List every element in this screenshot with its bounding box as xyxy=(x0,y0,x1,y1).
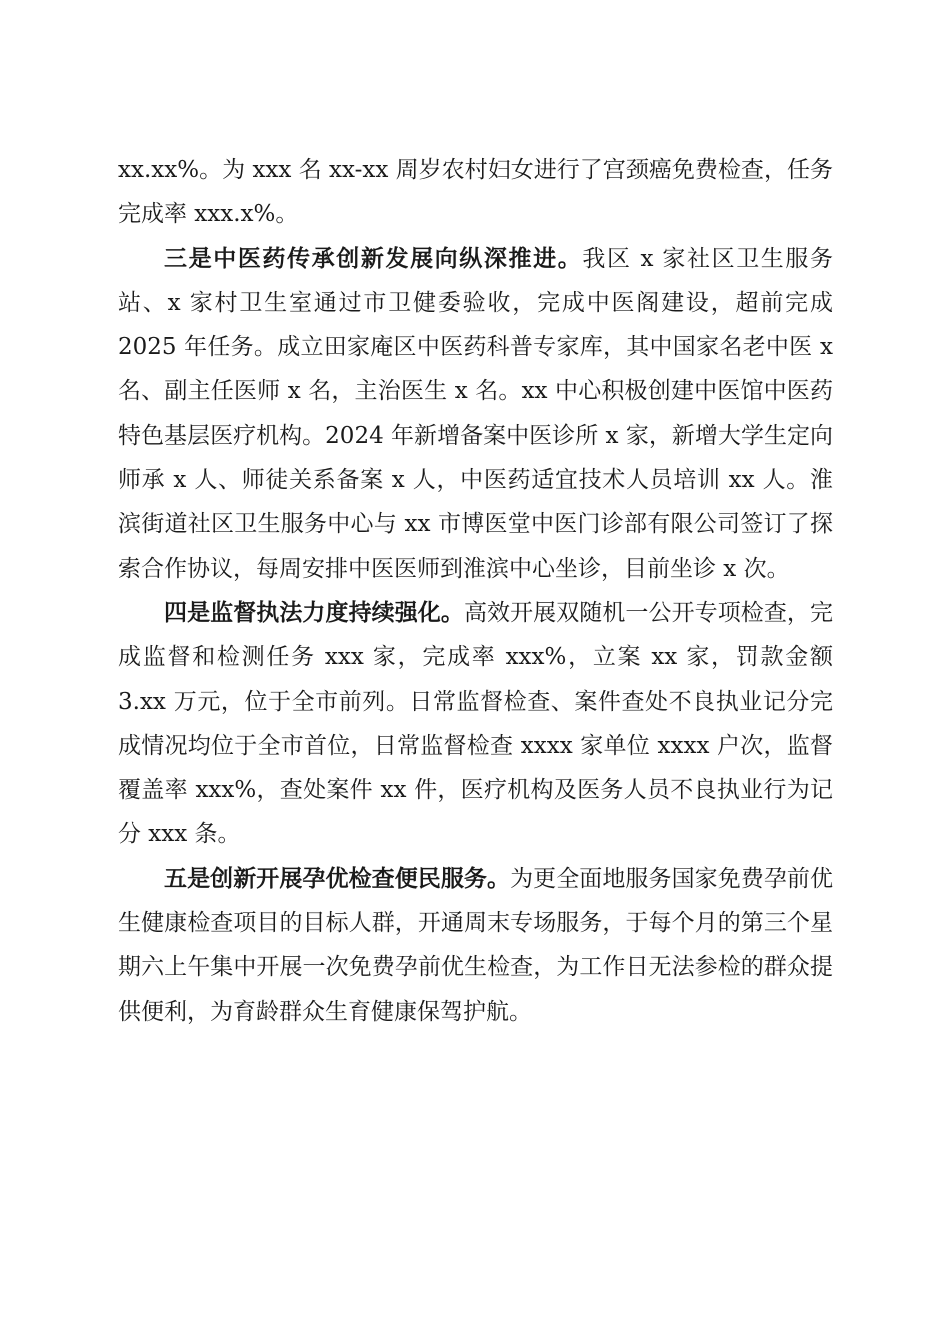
document-body xyxy=(118,148,833,1034)
paragraph-text: xx.xx%。为 xxx 名 xx-xx 周岁农村妇女进行了宫颈癌免费检查，任务完成率 xxx.x%。 xyxy=(118,157,833,228)
paragraph-continuation xyxy=(118,148,833,237)
paragraph-text: 为更全面地服务国家免费孕前优生健康检查项目的目标人群，开通周末专场服务，于每个月的第三个星期六上午集中开展一次免费孕前优生检查，为工作日无法参检的群众提供便利，为育龄群众生育健康保驾护航。 xyxy=(118,865,834,1025)
paragraph-heading: 五是创新开展孕优检查便民服务。 xyxy=(164,865,511,892)
paragraph-supervision xyxy=(118,591,833,857)
paragraph-text: 高效开展双随机一公开专项检查，完成监督和检测任务 xxx 家，完成率 xxx%，立案 xx 家，罚款金额 3.xx 万元，位于全市前列。日常监督检查、案件查处不良执业记分完成情况均位于全市首位，日常监督检查 xxxx 家单位 xxxx 户次，监督覆盖率 xxx%，查处案件 xx 件，医疗机构及医务人员不良执业行为记分 xxx 条。 xyxy=(118,599,834,848)
paragraph-prenatal-service xyxy=(118,857,833,1034)
paragraph-heading: 三是中医药传承创新发展向纵深推进。 xyxy=(164,245,583,272)
paragraph-text: 我区 x 家社区卫生服务站、x 家村卫生室通过市卫健委验收，完成中医阁建设，超前完成 2025 年任务。成立田家庵区中医药科普专家库，其中国家名老中医 x 名、副主任医师 x 名，主治医生 x 名。xx 中心积极创建中医馆中医药特色基层医疗机构。2024 年新增备案中医诊所 x 家，新增大学生定向师承 x 人、师徒关系备案 x 人，中医药适宜技术人员培训 xx 人。淮滨街道社区卫生服务中心与 xx 市博医堂中医门诊部有限公司签订了探索合作协议，每周安排中医医师到淮滨中心坐诊，目前坐诊 x 次。 xyxy=(118,245,834,582)
paragraph-heading: 四是监督执法力度持续强化。 xyxy=(164,599,464,626)
paragraph-tcm-development xyxy=(118,237,833,591)
